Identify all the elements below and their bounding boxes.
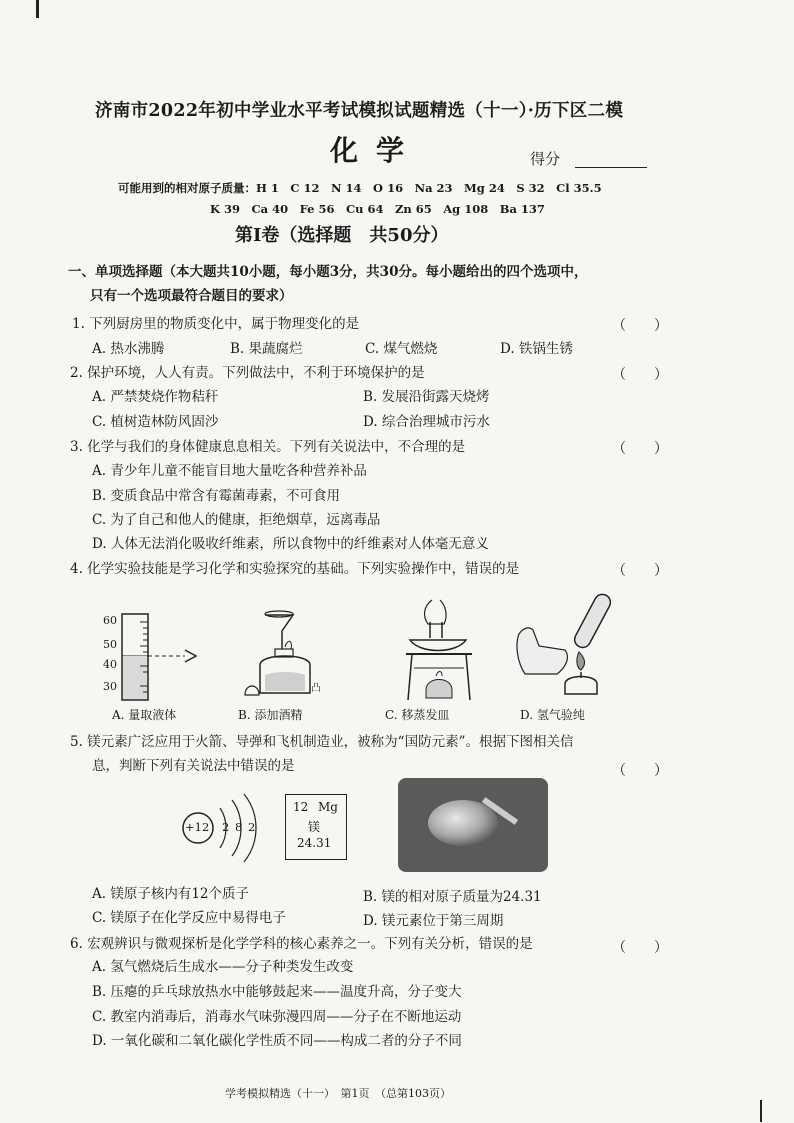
q4-caption-d: D. 氢气验纯 <box>520 708 585 722</box>
q2-option-a: A. 严禁焚烧作物秸秆 <box>92 389 219 405</box>
q1-option-c: C. 煤气燃烧 <box>365 341 438 357</box>
q5-stem-line2: 息，判断下列有关说法中错误的是 <box>92 758 295 774</box>
q6-answer-paren[interactable]: （ ） <box>612 940 668 956</box>
svg-text:凸: 凸 <box>311 683 321 694</box>
q5-atomic-number: 12 <box>293 800 309 814</box>
q1-stem: 1. 下列厨房里的物质变化中，属于物理变化的是 <box>72 316 360 332</box>
exam-title: 济南市2022年初中学业水平考试模拟试题精选（十一）·历下区二模 <box>95 101 624 121</box>
scan-mark-right <box>760 1100 762 1122</box>
q1-option-d: D. 铁锅生锈 <box>500 341 573 357</box>
q4-stem: 4. 化学实验技能是学习化学和实验探究的基础。下列实验操作中，错误的是 <box>70 561 520 577</box>
q4-tick-40: 40 <box>103 658 117 671</box>
q1-option-b: B. 果蔬腐烂 <box>230 341 303 357</box>
q2-answer-paren[interactable]: （ ） <box>612 367 668 383</box>
q5-option-d: D. 镁元素位于第三周期 <box>363 913 504 929</box>
q1-answer-paren[interactable]: （ ） <box>612 318 668 334</box>
q6-stem: 6. 宏观辨识与微观探析是化学学科的核心素养之一。下列有关分析，错误的是 <box>70 936 533 952</box>
q5-answer-paren[interactable]: （ ） <box>612 763 668 779</box>
q4-caption-c: C. 移蒸发皿 <box>385 708 450 722</box>
q4-caption-b: B. 添加酒精 <box>238 708 303 722</box>
q4-figure-b-alcohol-lamp <box>235 605 335 703</box>
q2-option-b: B. 发展沿街露天烧烤 <box>363 389 490 405</box>
q4-figure-d-hydrogen-test <box>505 590 620 705</box>
atomic-mass-line1: 可能用到的相对原子质量：H 1 C 12 N 14 O 16 Na 23 Mg 24 S 32 Cl 35.5 <box>118 181 602 195</box>
q6-option-b: B. 压瘪的乒乓球放热水中能够鼓起来——温度升高，分子变大 <box>92 984 462 1000</box>
score-blank[interactable] <box>575 167 647 168</box>
q4-answer-paren[interactable]: （ ） <box>612 563 668 579</box>
section-intro-1: 一、单项选择题（本大题共10小题，每小题3分，共30分。每小题给出的四个选项中， <box>68 264 588 280</box>
scan-mark-left <box>36 0 39 18</box>
q4-tick-30: 30 <box>103 680 117 693</box>
q5-option-b: B. 镁的相对原子质量为24.31 <box>363 889 542 905</box>
q1-option-a: A. 热水沸腾 <box>92 341 165 357</box>
section-title: 第Ⅰ卷（选择题 共50分） <box>235 225 449 246</box>
q2-option-c: C. 植树造林防风固沙 <box>92 414 219 430</box>
q4-tick-50: 50 <box>103 638 117 651</box>
q5-atomic-mass: 24.31 <box>297 836 332 850</box>
q5-stem-line1: 5. 镁元素广泛应用于火箭、导弹和飞机制造业，被称为“国防元素”。根据下图相关信 <box>70 734 574 750</box>
score-label: 得分 <box>530 150 561 168</box>
q3-option-a: A. 青少年儿童不能盲目地大量吃各种营养补品 <box>92 463 367 479</box>
q6-option-d: D. 一氧化碳和二氧化碳化学性质不同——构成二者的分子不同 <box>92 1033 462 1049</box>
q5-option-c: C. 镁原子在化学反应中易得电子 <box>92 910 286 926</box>
subject-title: 化学 <box>330 134 423 167</box>
q3-option-d: D. 人体无法消化吸收纤维素，所以食物中的纤维素对人体毫无意义 <box>92 536 489 552</box>
q3-option-c: C. 为了自己和他人的健康，拒绝烟草，远离毒品 <box>92 512 381 528</box>
q4-figure-c-evaporating-dish <box>400 592 480 704</box>
q5-burning-magnesium-photo <box>398 778 548 872</box>
q5-electron-shells: 2 8 2 <box>222 820 257 834</box>
q5-element-symbol: Mg <box>318 800 338 814</box>
q3-option-b: B. 变质食品中常含有霉菌毒素，不可食用 <box>92 488 341 504</box>
q6-option-c: C. 教室内消毒后，消毒水气味弥漫四周——分子在不断地运动 <box>92 1009 462 1025</box>
page-footer: 学考模拟精选（十一） 第1页 （总第103页） <box>225 1087 451 1100</box>
q5-option-a: A. 镁原子核内有12个质子 <box>92 886 250 902</box>
q4-tick-60: 60 <box>103 614 117 627</box>
q2-option-d: D. 综合治理城市污水 <box>363 414 490 430</box>
q6-option-a: A. 氢气燃烧后生成水——分子种类发生改变 <box>92 959 354 975</box>
section-intro-2: 只有一个选项最符合题目的要求） <box>90 288 293 304</box>
q3-stem: 3. 化学与我们的身体健康息息相关。下列有关说法中，不合理的是 <box>70 439 466 455</box>
q3-answer-paren[interactable]: （ ） <box>612 441 668 457</box>
q5-nucleus-charge: +12 <box>185 820 210 834</box>
q2-stem: 2. 保护环境，人人有责。下列做法中，不利于环境保护的是 <box>70 365 425 381</box>
q5-element-name: 镁 <box>308 820 321 834</box>
q4-caption-a: A. 量取液体 <box>112 708 177 722</box>
atomic-mass-line2: K 39 Ca 40 Fe 56 Cu 64 Zn 65 Ag 108 Ba 137 <box>210 202 545 216</box>
